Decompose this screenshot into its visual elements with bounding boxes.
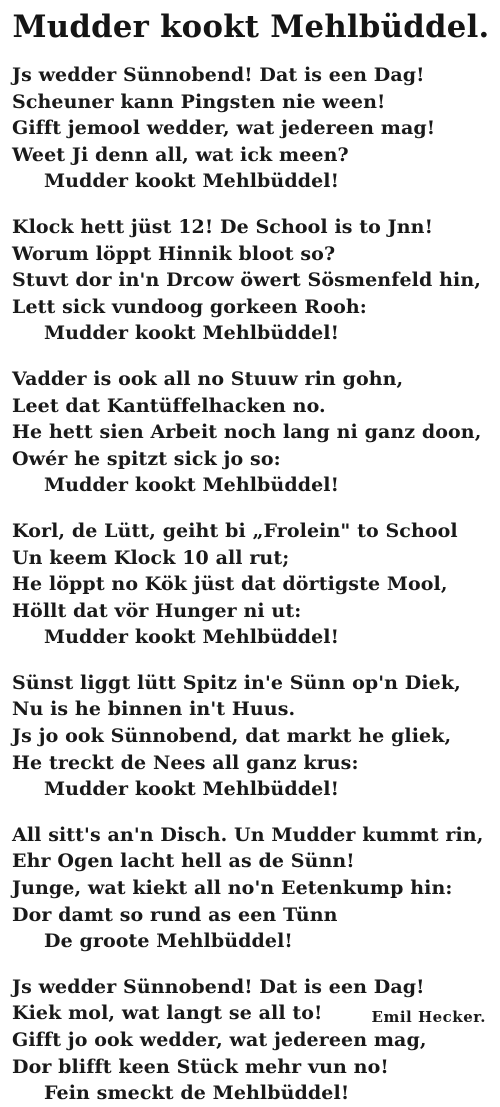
verse-line: Vadder is ook all no Stuuw rin gohn, — [12, 367, 404, 390]
verse-line: Weet Ji denn all, wat ick meen? — [12, 143, 349, 166]
verse-line: He treckt de Nees all ganz krus: — [12, 751, 359, 774]
verse-line: All sitt's an'n Disch. Un Mudder kummt rin, — [12, 823, 484, 846]
verse-line: Korl, de Lütt, geiht bi „Frolein" to School — [12, 519, 458, 542]
refrain-line: De groote Mehlbüddel! — [44, 930, 293, 953]
verse-line: Js jo ook Sünnobend, dat markt he gliek, — [12, 725, 452, 748]
verse-line: Un keem Klock 10 all rut; — [12, 546, 290, 569]
verse-line: Gifft jemool wedder, wat jedereen mag! — [12, 117, 436, 140]
verse-line: He löppt no Kök jüst dat dörtigste Mool, — [12, 573, 448, 596]
refrain-line: Mudder kookt Mehlbüddel! — [44, 626, 340, 649]
stanza-2 — [12, 214, 490, 347]
verse-line: Klock hett jüst 12! De School is to Jnn! — [12, 215, 434, 238]
verse-line: Scheuner kann Pingsten nie ween! — [12, 90, 386, 113]
verse-line: Dor blifft keen Stück mehr vun no! — [12, 1055, 389, 1078]
stanza-6 — [12, 822, 490, 955]
stanza-3 — [12, 366, 490, 499]
verse-line: Gifft jo ook wedder, wat jedereen mag, — [12, 1029, 427, 1051]
refrain-line: Mudder kookt Mehlbüddel! — [44, 778, 340, 801]
verse-line: Stuvt dor in'n Drcow öwert Sösmenfeld hin, — [12, 269, 481, 292]
author-signature: Emil Hecker. — [371, 1008, 486, 1026]
poem-title: Mudder kookt Mehlbüddel. — [12, 9, 490, 45]
verse-line: Ehr Ogen lacht hell as de Sünn! — [12, 850, 355, 873]
verse-line: Junge, wat kiekt all no'n Eetenkump hin: — [12, 877, 453, 900]
verse-line: Sünst liggt lütt Spitz in'e Sünn op'n Diek, — [12, 671, 461, 694]
verse-line: Kiek mol, wat langt se all to! — [12, 1002, 323, 1025]
stanza-1 — [12, 62, 490, 195]
refrain-line: Mudder kookt Mehlbüddel! — [44, 170, 340, 193]
verse-line: Höllt dat vör Hunger ni ut: — [12, 599, 302, 622]
refrain-line: Fein smeckt de Mehlbüddel! — [44, 1082, 350, 1105]
verse-line: Leet dat Kantüffelhacken no. — [12, 394, 326, 417]
verse-line: He hett sien Arbeit noch lang ni ganz doon, — [12, 421, 482, 444]
verse-line: Lett sick vundoog gorkeen Rooh: — [12, 295, 367, 318]
poem-body — [12, 62, 490, 1107]
refrain-line: Mudder kookt Mehlbüddel! — [44, 322, 340, 345]
refrain-line: Mudder kookt Mehlbüddel! — [44, 474, 340, 497]
stanza-5 — [12, 670, 490, 803]
verse-line: Dor damt so rund as een Tünn — [12, 903, 338, 926]
verse-line: Worum löppt Hinnik bloot so? — [12, 242, 336, 265]
verse-line: Js wedder Sünnobend! Dat is een Dag! — [12, 64, 425, 86]
verse-line: Js wedder Sünnobend! Dat is een Dag! — [12, 975, 425, 998]
verse-line: Nu is he binnen in't Huus. — [12, 698, 296, 721]
stanza-7 — [12, 974, 490, 1107]
verse-line: Owér he spitzt sick jo so: — [12, 447, 281, 470]
stanza-4 — [12, 518, 490, 651]
